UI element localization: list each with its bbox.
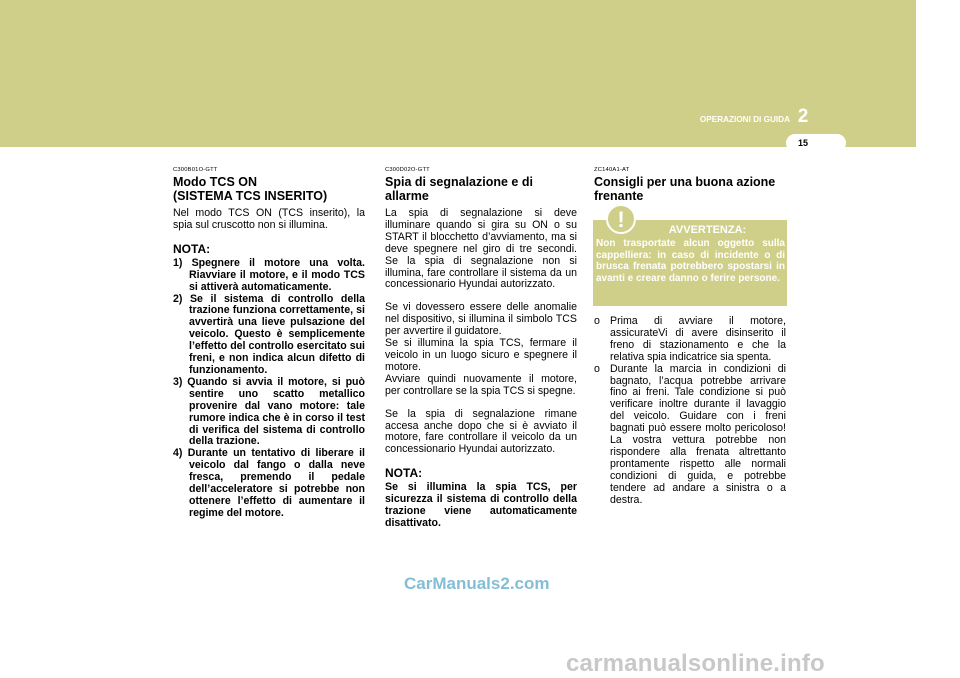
nota-label: NOTA:	[173, 241, 211, 256]
list-item: 1) Spegnere il motore una volta. Riavviare il motore, e il modo TCS si attiverà automaticamente.	[173, 256, 365, 293]
tip-text: Prima di avviare il motore, assicurateVi di avere disinserito il freno di stazionamento e che la relativa spia indicatrice sia spenta.	[610, 315, 786, 363]
paragraph: La spia di segnalazione si deve illuminare quando si gira su ON o su START il blocchetto d’avviamento, ma si deve spegnere nel giro di tre secondi. Se la spia di segnalazione non si illumina, fare controllare il sistema da un concessionario Hyundai autorizzato.	[385, 207, 577, 291]
watermark-center: CarManuals2.com	[404, 574, 550, 593]
list-item	[594, 364, 786, 507]
section-heading: Consigli per una buona azione frenante	[594, 175, 776, 203]
chapter-number: 2	[797, 106, 809, 127]
braking-tips-list	[594, 316, 786, 507]
list-item: 2) Se il sistema di controllo della trazione funziona correttamente, si avvertirà una lieve pulsazione del veicolo. Questo è semplicemente l’effetto del controllo esercitato sui freni, e non indica alcun difetto di funzionamento.	[173, 292, 366, 376]
paragraph: Se la spia di segnalazione rimane accesa anche dopo che si è avviato il motore, fare controllare il veicolo da un concessionario Hyundai autorizzato.	[385, 407, 577, 456]
section-code: C300D02O-GTT	[385, 167, 430, 173]
section-title: OPERAZIONI DI GUIDA	[699, 115, 790, 124]
page-number: 15	[797, 138, 808, 148]
section-code: ZC140A1-AT	[594, 167, 630, 173]
bullet-icon: o	[594, 362, 600, 375]
warning-title: AVVERTENZA:	[668, 224, 747, 236]
paragraph: Se si illumina la spia TCS, fermare il veicolo in un luogo sicuro e spegnere il motore.	[385, 337, 577, 373]
section-code: C300B01O-GTT	[173, 167, 218, 173]
watermark-footer: carmanualsonline.info	[566, 650, 825, 677]
intro-paragraph: Nel modo TCS ON (TCS inserito), la spia sul cruscotto non si illumina.	[173, 207, 365, 231]
column-tcs-on	[173, 166, 365, 520]
list-item: 3) Quando si avvia il motore, si può sentire uno scatto metallico provenire dal vano motore: tale rumore indica che è in corso il test di verifica del sistema di controllo della trazione.	[173, 375, 365, 448]
list-item	[594, 316, 786, 364]
section-heading: Spia di segnalazione e di allarme	[385, 175, 533, 203]
column-warning-light	[385, 166, 577, 530]
nota-text: Se si illumina la spia TCS, per sicurezza il sistema di controllo della trazione viene automaticamente disattivato.	[385, 481, 577, 529]
section-heading	[173, 175, 365, 203]
nota-label: NOTA:	[385, 466, 423, 481]
nota-steps	[173, 258, 365, 520]
paragraph: Avviare quindi nuovamente il motore, per controllare se la spia TCS si spegne.	[385, 372, 577, 397]
warning-icon: !	[606, 204, 636, 234]
heading-line: Modo TCS ON	[173, 175, 258, 189]
tip-text: Durante la marcia in condizioni di bagnato, l’acqua potrebbe arrivare fino ai freni. Tale condizione si può verificare inoltre durante il lavaggio del veicolo. Guidare con i freni bagnati può essere molto pericoloso! La vostra vettura potrebbe non rispondere alla frenata altrettanto prontamente rispetto alle normali condizioni di guida, e potrebbe tendere ad andare a sinistra o a destra.	[610, 362, 786, 506]
heading-line: (SISTEMA TCS INSERITO)	[173, 189, 328, 203]
warning-text: Non trasportate alcun oggetto sulla cappelliera: in caso di incidente o di brusca frenata potrebbero spostarsi in avanti e creare danno o ferire persone.	[596, 238, 785, 284]
paragraph: Se vi dovessero essere delle anomalie nel dispositivo, si illumina il simbolo TCS per avvertire il guidatore.	[385, 301, 577, 338]
list-item: 4) Durante un tentativo di liberare il veicolo dal fango o dalla neve fresca, premendo il pedale dell’acceleratore si potrebbe non ottenere l’effetto di aumentare il regime del motore.	[173, 447, 365, 519]
bullet-icon: o	[594, 315, 600, 327]
column-braking-tips	[594, 166, 786, 203]
header-band	[0, 0, 916, 147]
